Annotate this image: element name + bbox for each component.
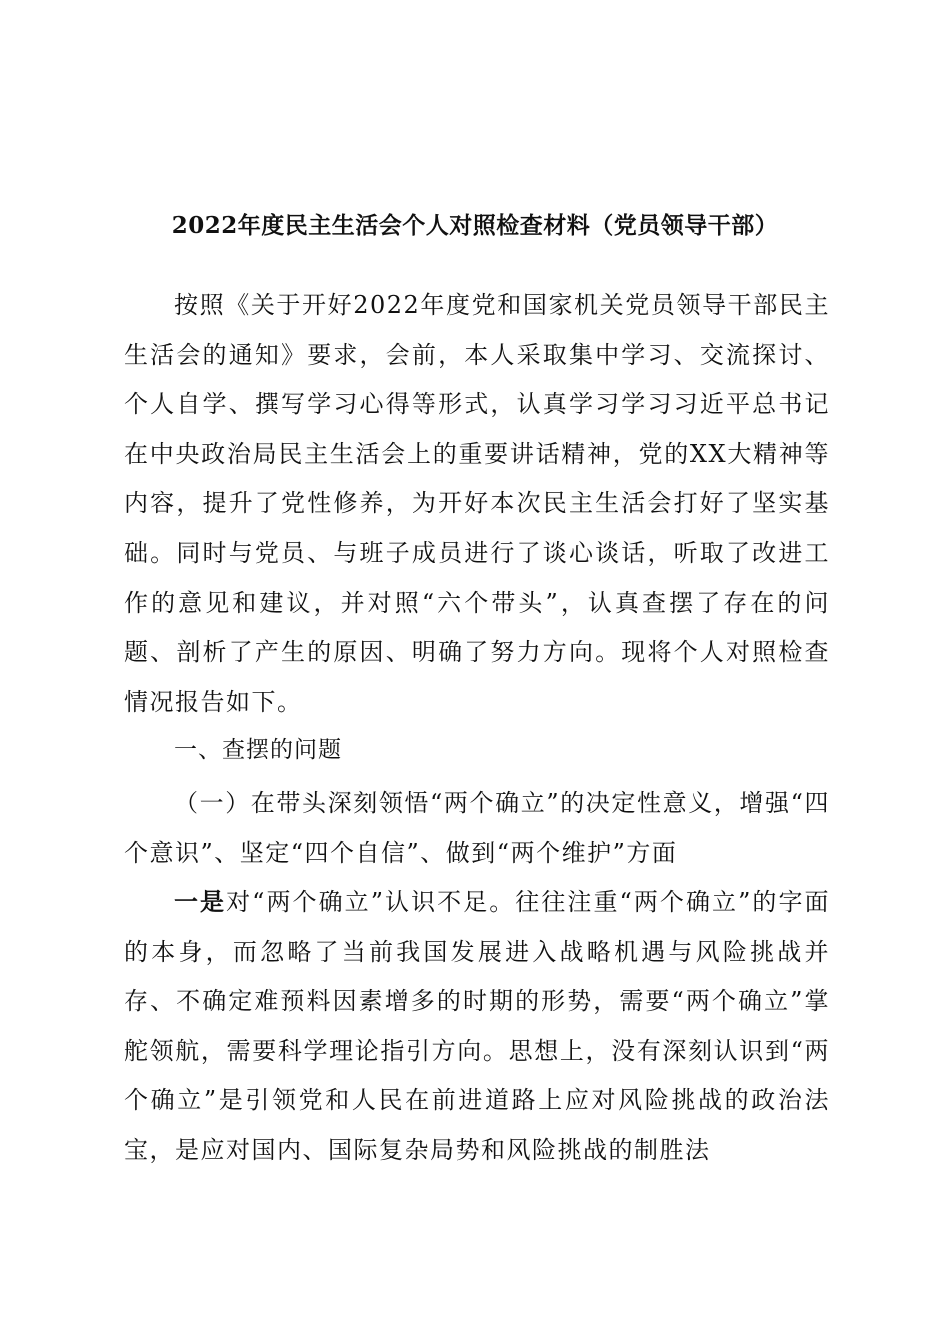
section-heading: 一、查摆的问题 [174, 737, 342, 763]
point-one-text: 对“两个确立”认识不足。往往注重“两个确立”的字面的本身，而忽略了当前我国发展进入战略机遇与风险挑战并存、不确定难预料因素增多的时期的形势，需要“两个确立”掌舵领航，需要科学理论指引方向。思想上，没有深刻认识到“两个确立”是引领党和人民在前进道路上应对风险挑战的政治法宝，是应对国内、国际复杂局势和风险挑战的制胜法 [124, 888, 830, 1164]
intro-paragraph: 按照《关于开好2022年度党和国家机关党员领导干部民主生活会的通知》要求，会前，本人采取集中学习、交流探讨、个人自学、撰写学习心得等形式，认真学习学习习近平总书记在中央政治局民主生活会上的重要讲话精神，党的XX大精神等内容，提升了党性修养，为开好本次民主生活会打好了坚实基础。同时与党员、与班子成员进行了谈心谈话，听取了改进工作的意见和建议，并对照“六个带头”，认真查摆了存在的问题、剖析了产生的原因、明确了努力方向。现将个人对照检查情况报告如下。 [124, 291, 830, 716]
point-one-lead: 一是 [174, 888, 227, 916]
document-title: 2022年度民主生活会个人对照检查材料（党员领导干部） [171, 212, 779, 239]
subsection-heading: （一）在带头深刻领悟“两个确立”的决定性意义，增强“四个意识”、坚定“四个自信”、做到“两个维护”方面 [124, 789, 830, 867]
point-one-paragraph [124, 878, 830, 1176]
